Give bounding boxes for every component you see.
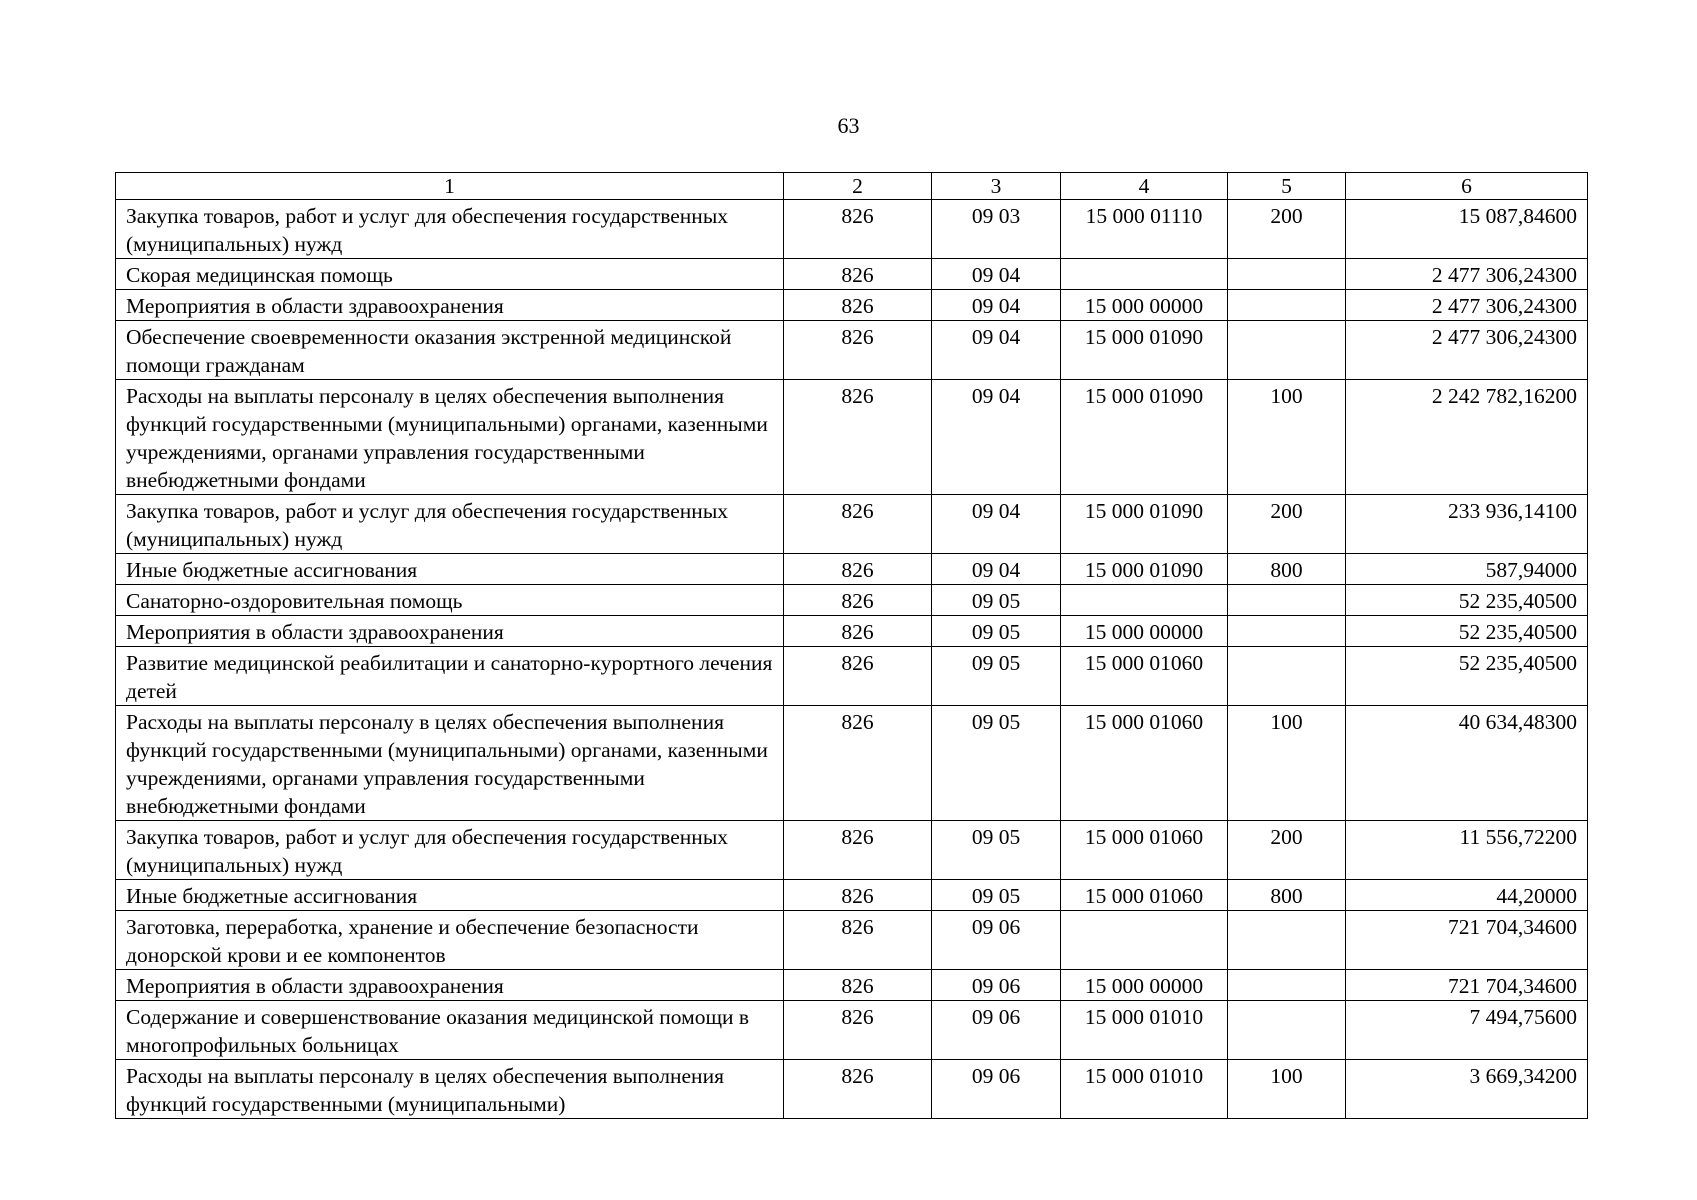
- row-target-cell: 15 000 00000: [1061, 970, 1228, 1001]
- row-code-cell: 826: [784, 616, 932, 647]
- row-section-cell: 09 05: [932, 880, 1061, 911]
- table-row: [116, 821, 1588, 880]
- budget-table: [115, 172, 1588, 1119]
- header-col-1: 1: [116, 173, 784, 200]
- table-row: [116, 554, 1588, 585]
- row-type-cell: 200: [1228, 821, 1346, 880]
- row-target-cell: 15 000 01060: [1061, 821, 1228, 880]
- row-amount-cell: 2 477 306,24300: [1346, 290, 1588, 321]
- row-type-cell: 200: [1228, 495, 1346, 554]
- row-amount-cell: 7 494,75600: [1346, 1001, 1588, 1060]
- table-row: [116, 259, 1588, 290]
- row-section-cell: 09 06: [932, 1001, 1061, 1060]
- row-type-cell: 100: [1228, 1060, 1346, 1119]
- table-row: [116, 585, 1588, 616]
- row-section-cell: 09 03: [932, 200, 1061, 259]
- row-amount-cell: 52 235,40500: [1346, 647, 1588, 706]
- row-name-cell: Расходы на выплаты персоналу в целях обеспечения выполнения функций государственными (муниципальными) органами, казенными учреждениями, органами управления государственными внебюджетными фондами: [116, 380, 784, 495]
- row-name-cell: Санаторно-оздоровительная помощь: [116, 585, 784, 616]
- header-col-5: 5: [1228, 173, 1346, 200]
- row-name-cell: Обеспечение своевременности оказания экстренной медицинской помощи гражданам: [116, 321, 784, 380]
- row-type-cell: 800: [1228, 880, 1346, 911]
- row-target-cell: 15 000 01010: [1061, 1001, 1228, 1060]
- row-section-cell: 09 04: [932, 380, 1061, 495]
- row-name-cell: Закупка товаров, работ и услуг для обеспечения государственных (муниципальных) нужд: [116, 495, 784, 554]
- row-section-cell: 09 04: [932, 554, 1061, 585]
- row-type-cell: 200: [1228, 200, 1346, 259]
- table-row: [116, 290, 1588, 321]
- row-type-cell: [1228, 970, 1346, 1001]
- row-section-cell: 09 05: [932, 585, 1061, 616]
- row-code-cell: 826: [784, 495, 932, 554]
- row-type-cell: 100: [1228, 380, 1346, 495]
- row-target-cell: 15 000 01060: [1061, 880, 1228, 911]
- table-body: [116, 200, 1588, 1119]
- row-code-cell: 826: [784, 706, 932, 821]
- row-code-cell: 826: [784, 1001, 932, 1060]
- row-name-cell: Иные бюджетные ассигнования: [116, 554, 784, 585]
- row-code-cell: 826: [784, 911, 932, 970]
- row-code-cell: 826: [784, 290, 932, 321]
- row-code-cell: 826: [784, 821, 932, 880]
- row-code-cell: 826: [784, 1060, 932, 1119]
- row-name-cell: Заготовка, переработка, хранение и обеспечение безопасности донорской крови и ее компонентов: [116, 911, 784, 970]
- table-row: [116, 321, 1588, 380]
- row-section-cell: 09 06: [932, 911, 1061, 970]
- row-code-cell: 826: [784, 259, 932, 290]
- row-type-cell: 800: [1228, 554, 1346, 585]
- row-target-cell: 15 000 00000: [1061, 616, 1228, 647]
- row-amount-cell: 44,20000: [1346, 880, 1588, 911]
- row-target-cell: [1061, 585, 1228, 616]
- row-amount-cell: 2 242 782,16200: [1346, 380, 1588, 495]
- table-row: [116, 1001, 1588, 1060]
- row-amount-cell: 40 634,48300: [1346, 706, 1588, 821]
- row-section-cell: 09 05: [932, 821, 1061, 880]
- row-name-cell: Расходы на выплаты персоналу в целях обеспечения выполнения функций государственными (муниципальными): [116, 1060, 784, 1119]
- row-amount-cell: 15 087,84600: [1346, 200, 1588, 259]
- row-section-cell: 09 06: [932, 970, 1061, 1001]
- row-name-cell: Мероприятия в области здравоохранения: [116, 616, 784, 647]
- header-col-2: 2: [784, 173, 932, 200]
- table-header-row: [116, 173, 1588, 200]
- header-col-4: 4: [1061, 173, 1228, 200]
- row-amount-cell: 233 936,14100: [1346, 495, 1588, 554]
- row-type-cell: [1228, 1001, 1346, 1060]
- row-section-cell: 09 04: [932, 495, 1061, 554]
- row-target-cell: 15 000 01060: [1061, 706, 1228, 821]
- row-name-cell: Расходы на выплаты персоналу в целях обеспечения выполнения функций государственными (муниципальными) органами, казенными учреждениями, органами управления государственными внебюджетными фондами: [116, 706, 784, 821]
- table-row: [116, 880, 1588, 911]
- row-type-cell: [1228, 585, 1346, 616]
- row-section-cell: 09 05: [932, 706, 1061, 821]
- row-section-cell: 09 04: [932, 259, 1061, 290]
- row-target-cell: 15 000 01090: [1061, 321, 1228, 380]
- row-code-cell: 826: [784, 200, 932, 259]
- row-amount-cell: 2 477 306,24300: [1346, 259, 1588, 290]
- row-amount-cell: 2 477 306,24300: [1346, 321, 1588, 380]
- table-row: [116, 380, 1588, 495]
- row-name-cell: Содержание и совершенствование оказания медицинской помощи в многопрофильных больницах: [116, 1001, 784, 1060]
- row-name-cell: Мероприятия в области здравоохранения: [116, 970, 784, 1001]
- row-amount-cell: 587,94000: [1346, 554, 1588, 585]
- row-amount-cell: 3 669,34200: [1346, 1060, 1588, 1119]
- row-name-cell: Скорая медицинская помощь: [116, 259, 784, 290]
- row-amount-cell: 52 235,40500: [1346, 616, 1588, 647]
- row-type-cell: [1228, 616, 1346, 647]
- row-type-cell: [1228, 259, 1346, 290]
- row-code-cell: 826: [784, 380, 932, 495]
- row-section-cell: 09 06: [932, 1060, 1061, 1119]
- row-section-cell: 09 04: [932, 321, 1061, 380]
- table-row: [116, 1060, 1588, 1119]
- row-name-cell: Иные бюджетные ассигнования: [116, 880, 784, 911]
- row-target-cell: 15 000 01090: [1061, 554, 1228, 585]
- table-row: [116, 200, 1588, 259]
- row-target-cell: 15 000 01090: [1061, 495, 1228, 554]
- page-number: 63: [837, 113, 860, 138]
- row-code-cell: 826: [784, 970, 932, 1001]
- table-row: [116, 647, 1588, 706]
- row-type-cell: [1228, 911, 1346, 970]
- row-name-cell: Развитие медицинской реабилитации и санаторно-курортного лечения детей: [116, 647, 784, 706]
- row-name-cell: Мероприятия в области здравоохранения: [116, 290, 784, 321]
- row-section-cell: 09 05: [932, 616, 1061, 647]
- table-row: [116, 911, 1588, 970]
- row-type-cell: 100: [1228, 706, 1346, 821]
- row-amount-cell: 52 235,40500: [1346, 585, 1588, 616]
- header-col-3: 3: [932, 173, 1061, 200]
- row-amount-cell: 721 704,34600: [1346, 911, 1588, 970]
- row-code-cell: 826: [784, 880, 932, 911]
- row-code-cell: 826: [784, 585, 932, 616]
- header-col-6: 6: [1346, 173, 1588, 200]
- row-type-cell: [1228, 290, 1346, 321]
- row-target-cell: 15 000 00000: [1061, 290, 1228, 321]
- row-code-cell: 826: [784, 647, 932, 706]
- row-section-cell: 09 04: [932, 290, 1061, 321]
- row-target-cell: 15 000 01090: [1061, 380, 1228, 495]
- row-section-cell: 09 05: [932, 647, 1061, 706]
- table-row: [116, 706, 1588, 821]
- table-row: [116, 495, 1588, 554]
- row-target-cell: 15 000 01010: [1061, 1060, 1228, 1119]
- row-type-cell: [1228, 647, 1346, 706]
- row-type-cell: [1228, 321, 1346, 380]
- row-name-cell: Закупка товаров, работ и услуг для обеспечения государственных (муниципальных) нужд: [116, 821, 784, 880]
- row-amount-cell: 721 704,34600: [1346, 970, 1588, 1001]
- row-amount-cell: 11 556,72200: [1346, 821, 1588, 880]
- row-target-cell: [1061, 911, 1228, 970]
- row-code-cell: 826: [784, 321, 932, 380]
- row-target-cell: [1061, 259, 1228, 290]
- row-target-cell: 15 000 01110: [1061, 200, 1228, 259]
- row-target-cell: 15 000 01060: [1061, 647, 1228, 706]
- table-row: [116, 616, 1588, 647]
- table-row: [116, 970, 1588, 1001]
- row-code-cell: 826: [784, 554, 932, 585]
- row-name-cell: Закупка товаров, работ и услуг для обеспечения государственных (муниципальных) нужд: [116, 200, 784, 259]
